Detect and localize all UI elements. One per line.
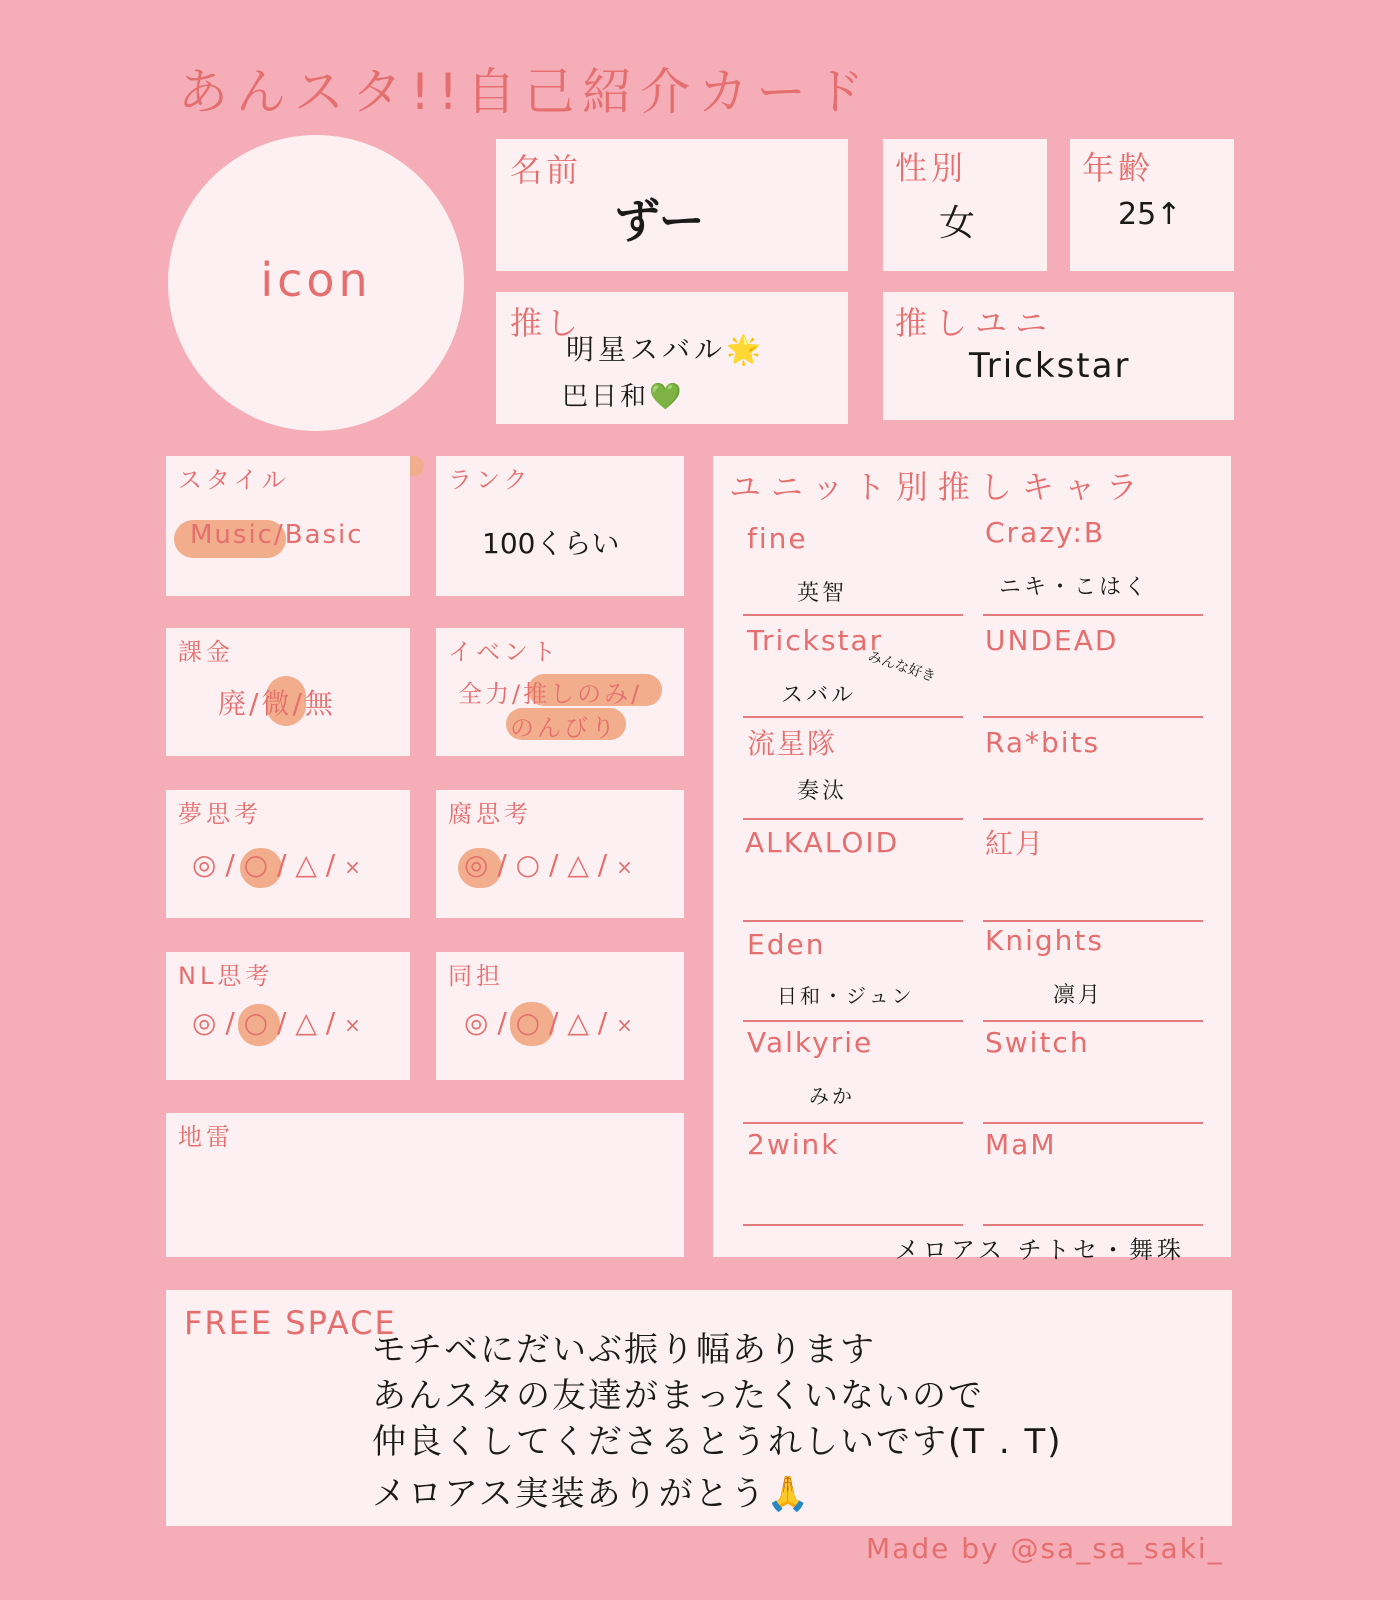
oshi-label: 推し (510, 304, 583, 342)
unit-name-rabits: Ra*bits (985, 726, 1101, 759)
option-cross[interactable]: × (344, 1013, 361, 1037)
rank-label: ランク (448, 466, 532, 494)
unit-name-fine: fine (747, 522, 808, 555)
event-line2: のんびり (510, 714, 618, 742)
option-circle[interactable]: ○ (243, 848, 269, 881)
kakin-options (218, 682, 336, 722)
gender-value: 女 (939, 203, 976, 244)
units-label: ユニット別推しキャラ (729, 468, 1148, 506)
unit-name-ryuseitai: 流星隊 (747, 727, 838, 760)
option-double-circle[interactable]: ◎ (464, 1006, 489, 1039)
kakin-card (166, 628, 410, 756)
fu-label: 腐思考 (448, 800, 532, 828)
gender-label: 性別 (895, 149, 968, 187)
free-space-label: FREE SPACE (184, 1304, 397, 1342)
unit-fav-valkyrie: みか (809, 1084, 855, 1108)
doutan-card (436, 952, 684, 1080)
kakin-label: 課金 (178, 638, 234, 666)
option-double-circle[interactable]: ◎ (464, 848, 489, 881)
separator-line (983, 716, 1203, 718)
separator-line (983, 1122, 1203, 1124)
page-title: あんスタ!!自己紹介カード (178, 63, 873, 121)
nl-options: ◎ / ○ / △ / × (192, 1006, 361, 1039)
yume-card (166, 790, 410, 918)
option-circle[interactable]: ○ (515, 848, 541, 881)
doutan-label: 同担 (448, 962, 504, 990)
separator-line (743, 1020, 963, 1022)
kakin-option-2[interactable]: 微 (261, 687, 293, 720)
oshi-unit-value: Trickstar (969, 346, 1131, 386)
event-line1: 全力/推しのみ/ (458, 680, 643, 708)
unit-name-2wink: 2wink (747, 1128, 840, 1161)
separator-line (743, 614, 963, 616)
option-triangle[interactable]: △ (295, 848, 317, 881)
option-cross[interactable]: × (616, 855, 633, 879)
unit-name-mam: MaM (985, 1128, 1057, 1161)
oshi-card (496, 292, 848, 424)
unit-name-valkyrie: Valkyrie (747, 1026, 874, 1059)
separator-line (743, 1122, 963, 1124)
free-space-line-1: モチベにだいぶ振り幅あります (372, 1330, 876, 1370)
unit-fav-ryuseitai: 奏汰 (797, 779, 848, 804)
separator-line (983, 818, 1203, 820)
jirai-card[interactable] (166, 1113, 684, 1257)
fu-options: ◎ / ○ / △ / × (464, 848, 633, 881)
oshi-line2: 巴日和💚 (562, 382, 685, 412)
unit-name-switch: Switch (985, 1026, 1090, 1059)
event-card (436, 628, 684, 756)
option-cross[interactable]: × (344, 855, 361, 879)
unit-fav-eden: 日和・ジュン (777, 984, 915, 1008)
unit-note-trickstar: みんな好き (865, 648, 938, 686)
separator-line (983, 920, 1203, 922)
unit-name-knights: Knights (985, 924, 1104, 957)
name-label: 名前 (510, 151, 583, 189)
units-panel (713, 456, 1231, 1264)
nl-card (166, 952, 410, 1080)
unit-name-alkaloid: ALKALOID (745, 826, 900, 859)
units-extra-note: メロアス チトセ・舞珠 (895, 1236, 1185, 1264)
age-card (1070, 139, 1234, 271)
avatar-placeholder-text: icon (260, 253, 372, 307)
style-card (166, 456, 410, 596)
style-value: Music/Basic (190, 520, 364, 550)
unit-name-trickstar: Trickstar (747, 624, 884, 657)
option-triangle[interactable]: △ (295, 1006, 317, 1039)
name-card (496, 139, 848, 271)
unit-name-undead: UNDEAD (985, 624, 1119, 657)
doutan-options: ◎ / ○ / △ / × (464, 1006, 633, 1039)
free-space-line-4: メロアス実装ありがとう🙏 (372, 1474, 811, 1514)
unit-fav-crazyb: ニキ・こはく (999, 575, 1150, 600)
style-label: スタイル (178, 466, 290, 494)
option-triangle[interactable]: △ (567, 1006, 589, 1039)
gender-card (883, 139, 1047, 271)
option-triangle[interactable]: △ (567, 848, 589, 881)
option-cross[interactable]: × (616, 1013, 633, 1037)
separator-line (743, 1224, 963, 1226)
option-circle[interactable]: ○ (243, 1006, 269, 1039)
kakin-separator: / (292, 687, 305, 720)
rank-value: 100くらい (482, 527, 620, 560)
event-label: イベント (448, 638, 560, 666)
free-space-card (166, 1290, 1232, 1526)
unit-fav-fine: 英智 (797, 581, 848, 606)
nl-label: NL思考 (178, 962, 274, 990)
unit-name-akatsuki: 紅月 (985, 827, 1046, 860)
age-label: 年齢 (1082, 149, 1155, 187)
kakin-separator: / (249, 687, 262, 720)
free-space-line-2: あんスタの友達がまったくいないので (372, 1376, 984, 1416)
separator-line (983, 1224, 1203, 1226)
oshi-unit-card (883, 292, 1234, 420)
yume-label: 夢思考 (178, 800, 262, 828)
kakin-option-3[interactable]: 無 (304, 687, 336, 720)
avatar[interactable] (168, 135, 464, 431)
option-circle[interactable]: ○ (515, 1006, 541, 1039)
yume-options: ◎ / ○ / △ / × (192, 848, 361, 881)
free-space-line-3: 仲良くしてくださるとうれしいです(T . T) (372, 1422, 1063, 1462)
oshi-unit-label: 推しユニ (895, 304, 1056, 342)
age-value: 25↑ (1118, 197, 1182, 232)
unit-name-eden: Eden (747, 928, 826, 961)
separator-line (743, 716, 963, 718)
separator-line (983, 1020, 1203, 1022)
kakin-option-1[interactable]: 廃 (218, 687, 250, 720)
option-double-circle[interactable]: ◎ (192, 1006, 217, 1039)
jirai-label: 地雷 (178, 1123, 234, 1151)
unit-name-crazyb: Crazy:B (985, 516, 1106, 549)
oshi-line1: 明星スバル🌟 (566, 333, 765, 366)
unit-fav-trickstar: スバル (781, 683, 857, 708)
separator-line (983, 614, 1203, 616)
option-double-circle[interactable]: ◎ (192, 848, 217, 881)
separator-line (743, 818, 963, 820)
separator-line (743, 920, 963, 922)
unit-fav-knights: 凛月 (1053, 983, 1104, 1008)
credit-text: Made by @sa_sa_saki_ (866, 1532, 1224, 1565)
fu-card (436, 790, 684, 918)
rank-card (436, 456, 684, 596)
name-value: ずー (614, 194, 705, 248)
